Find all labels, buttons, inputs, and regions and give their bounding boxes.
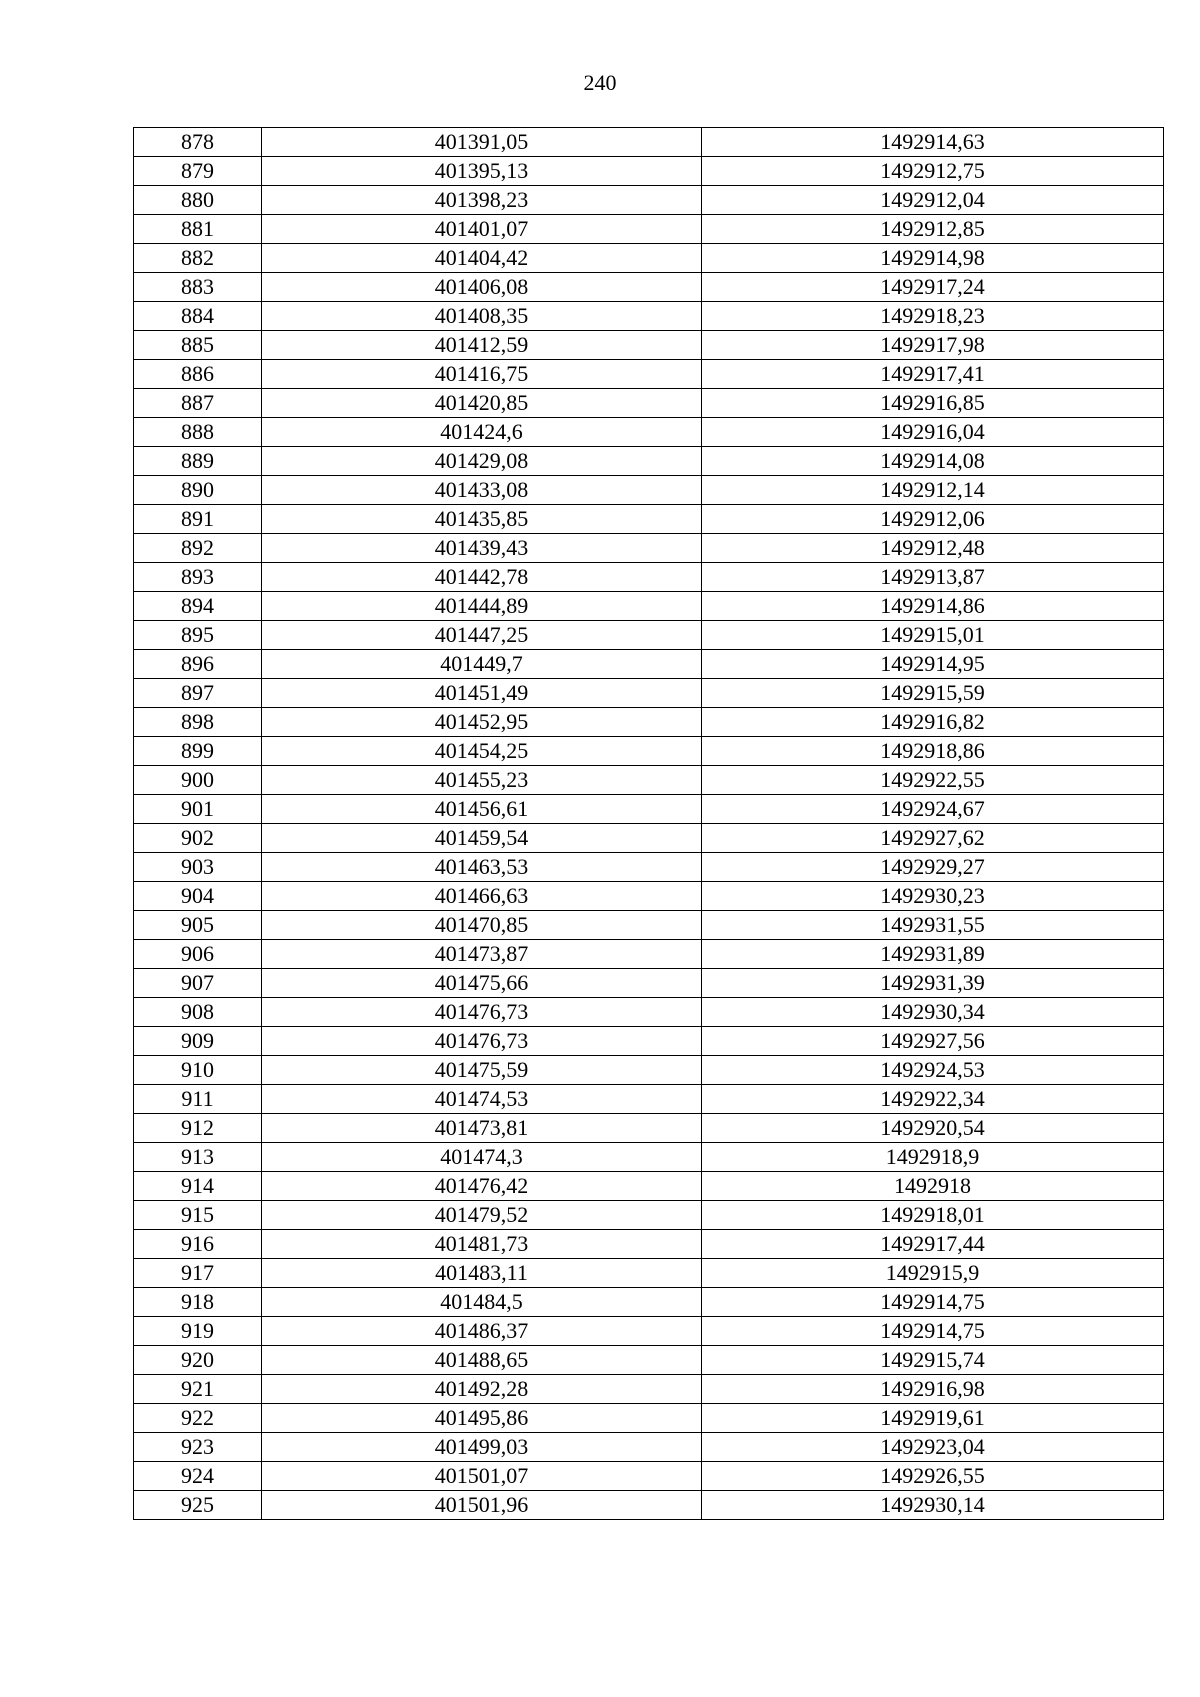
table-row <box>134 1462 1164 1491</box>
point-number-cell: 890 <box>134 476 262 505</box>
table-row <box>134 969 1164 998</box>
point-number-cell: 916 <box>134 1230 262 1259</box>
x-coordinate-cell: 401501,07 <box>262 1462 702 1491</box>
point-number-cell: 882 <box>134 244 262 273</box>
x-coordinate-cell: 401456,61 <box>262 795 702 824</box>
y-coordinate-cell: 1492914,08 <box>702 447 1164 476</box>
table-row <box>134 1433 1164 1462</box>
point-number-cell: 913 <box>134 1143 262 1172</box>
table-row <box>134 708 1164 737</box>
table-row <box>134 505 1164 534</box>
y-coordinate-cell: 1492922,34 <box>702 1085 1164 1114</box>
coordinates-table <box>133 127 1164 1520</box>
table-row <box>134 331 1164 360</box>
point-number-cell: 891 <box>134 505 262 534</box>
y-coordinate-cell: 1492918,23 <box>702 302 1164 331</box>
point-number-cell: 906 <box>134 940 262 969</box>
x-coordinate-cell: 401481,73 <box>262 1230 702 1259</box>
y-coordinate-cell: 1492916,98 <box>702 1375 1164 1404</box>
point-number-cell: 925 <box>134 1491 262 1520</box>
table-row <box>134 302 1164 331</box>
y-coordinate-cell: 1492912,48 <box>702 534 1164 563</box>
point-number-cell: 889 <box>134 447 262 476</box>
table-row <box>134 737 1164 766</box>
point-number-cell: 907 <box>134 969 262 998</box>
table-row <box>134 650 1164 679</box>
y-coordinate-cell: 1492918,86 <box>702 737 1164 766</box>
point-number-cell: 892 <box>134 534 262 563</box>
point-number-cell: 909 <box>134 1027 262 1056</box>
y-coordinate-cell: 1492915,9 <box>702 1259 1164 1288</box>
table-row <box>134 447 1164 476</box>
point-number-cell: 923 <box>134 1433 262 1462</box>
y-coordinate-cell: 1492931,39 <box>702 969 1164 998</box>
x-coordinate-cell: 401476,42 <box>262 1172 702 1201</box>
x-coordinate-cell: 401429,08 <box>262 447 702 476</box>
point-number-cell: 881 <box>134 215 262 244</box>
point-number-cell: 903 <box>134 853 262 882</box>
table-row <box>134 186 1164 215</box>
y-coordinate-cell: 1492914,63 <box>702 128 1164 157</box>
table-row <box>134 563 1164 592</box>
point-number-cell: 911 <box>134 1085 262 1114</box>
y-coordinate-cell: 1492912,06 <box>702 505 1164 534</box>
point-number-cell: 905 <box>134 911 262 940</box>
x-coordinate-cell: 401459,54 <box>262 824 702 853</box>
point-number-cell: 919 <box>134 1317 262 1346</box>
point-number-cell: 924 <box>134 1462 262 1491</box>
y-coordinate-cell: 1492924,53 <box>702 1056 1164 1085</box>
x-coordinate-cell: 401455,23 <box>262 766 702 795</box>
y-coordinate-cell: 1492920,54 <box>702 1114 1164 1143</box>
x-coordinate-cell: 401395,13 <box>262 157 702 186</box>
y-coordinate-cell: 1492912,75 <box>702 157 1164 186</box>
point-number-cell: 920 <box>134 1346 262 1375</box>
x-coordinate-cell: 401451,49 <box>262 679 702 708</box>
y-coordinate-cell: 1492914,86 <box>702 592 1164 621</box>
point-number-cell: 885 <box>134 331 262 360</box>
table-row <box>134 998 1164 1027</box>
table-row <box>134 592 1164 621</box>
table-row <box>134 1027 1164 1056</box>
y-coordinate-cell: 1492931,55 <box>702 911 1164 940</box>
table-row <box>134 1491 1164 1520</box>
table-row <box>134 1230 1164 1259</box>
table-row <box>134 1201 1164 1230</box>
x-coordinate-cell: 401447,25 <box>262 621 702 650</box>
x-coordinate-cell: 401442,78 <box>262 563 702 592</box>
table-row <box>134 244 1164 273</box>
x-coordinate-cell: 401420,85 <box>262 389 702 418</box>
y-coordinate-cell: 1492914,75 <box>702 1288 1164 1317</box>
table-row <box>134 1317 1164 1346</box>
x-coordinate-cell: 401470,85 <box>262 911 702 940</box>
table-row <box>134 389 1164 418</box>
table-row <box>134 1114 1164 1143</box>
y-coordinate-cell: 1492917,24 <box>702 273 1164 302</box>
y-coordinate-cell: 1492915,01 <box>702 621 1164 650</box>
point-number-cell: 898 <box>134 708 262 737</box>
point-number-cell: 888 <box>134 418 262 447</box>
point-number-cell: 897 <box>134 679 262 708</box>
x-coordinate-cell: 401488,65 <box>262 1346 702 1375</box>
x-coordinate-cell: 401476,73 <box>262 998 702 1027</box>
y-coordinate-cell: 1492926,55 <box>702 1462 1164 1491</box>
point-number-cell: 918 <box>134 1288 262 1317</box>
y-coordinate-cell: 1492918 <box>702 1172 1164 1201</box>
coordinates-table-body <box>134 128 1164 1520</box>
table-row <box>134 215 1164 244</box>
y-coordinate-cell: 1492917,41 <box>702 360 1164 389</box>
x-coordinate-cell: 401424,6 <box>262 418 702 447</box>
x-coordinate-cell: 401391,05 <box>262 128 702 157</box>
x-coordinate-cell: 401454,25 <box>262 737 702 766</box>
x-coordinate-cell: 401473,81 <box>262 1114 702 1143</box>
y-coordinate-cell: 1492915,59 <box>702 679 1164 708</box>
point-number-cell: 904 <box>134 882 262 911</box>
y-coordinate-cell: 1492927,56 <box>702 1027 1164 1056</box>
table-row <box>134 911 1164 940</box>
x-coordinate-cell: 401433,08 <box>262 476 702 505</box>
point-number-cell: 915 <box>134 1201 262 1230</box>
y-coordinate-cell: 1492918,01 <box>702 1201 1164 1230</box>
x-coordinate-cell: 401486,37 <box>262 1317 702 1346</box>
y-coordinate-cell: 1492912,14 <box>702 476 1164 505</box>
y-coordinate-cell: 1492917,44 <box>702 1230 1164 1259</box>
y-coordinate-cell: 1492912,04 <box>702 186 1164 215</box>
point-number-cell: 878 <box>134 128 262 157</box>
table-row <box>134 476 1164 505</box>
table-row <box>134 1143 1164 1172</box>
point-number-cell: 883 <box>134 273 262 302</box>
point-number-cell: 908 <box>134 998 262 1027</box>
x-coordinate-cell: 401398,23 <box>262 186 702 215</box>
point-number-cell: 922 <box>134 1404 262 1433</box>
x-coordinate-cell: 401416,75 <box>262 360 702 389</box>
y-coordinate-cell: 1492916,04 <box>702 418 1164 447</box>
point-number-cell: 880 <box>134 186 262 215</box>
x-coordinate-cell: 401435,85 <box>262 505 702 534</box>
y-coordinate-cell: 1492927,62 <box>702 824 1164 853</box>
x-coordinate-cell: 401444,89 <box>262 592 702 621</box>
table-row <box>134 128 1164 157</box>
y-coordinate-cell: 1492930,14 <box>702 1491 1164 1520</box>
x-coordinate-cell: 401466,63 <box>262 882 702 911</box>
y-coordinate-cell: 1492922,55 <box>702 766 1164 795</box>
x-coordinate-cell: 401475,59 <box>262 1056 702 1085</box>
table-row <box>134 273 1164 302</box>
x-coordinate-cell: 401404,42 <box>262 244 702 273</box>
page-number: 240 <box>583 70 617 95</box>
y-coordinate-cell: 1492929,27 <box>702 853 1164 882</box>
y-coordinate-cell: 1492923,04 <box>702 1433 1164 1462</box>
x-coordinate-cell: 401408,35 <box>262 302 702 331</box>
y-coordinate-cell: 1492931,89 <box>702 940 1164 969</box>
x-coordinate-cell: 401475,66 <box>262 969 702 998</box>
x-coordinate-cell: 401495,86 <box>262 1404 702 1433</box>
table-row <box>134 418 1164 447</box>
x-coordinate-cell: 401463,53 <box>262 853 702 882</box>
y-coordinate-cell: 1492912,85 <box>702 215 1164 244</box>
table-row <box>134 1085 1164 1114</box>
x-coordinate-cell: 401473,87 <box>262 940 702 969</box>
x-coordinate-cell: 401479,52 <box>262 1201 702 1230</box>
y-coordinate-cell: 1492930,34 <box>702 998 1164 1027</box>
x-coordinate-cell: 401449,7 <box>262 650 702 679</box>
table-row <box>134 1375 1164 1404</box>
y-coordinate-cell: 1492914,95 <box>702 650 1164 679</box>
table-row <box>134 1346 1164 1375</box>
point-number-cell: 902 <box>134 824 262 853</box>
table-row <box>134 1404 1164 1433</box>
x-coordinate-cell: 401499,03 <box>262 1433 702 1462</box>
x-coordinate-cell: 401484,5 <box>262 1288 702 1317</box>
point-number-cell: 895 <box>134 621 262 650</box>
table-row <box>134 882 1164 911</box>
y-coordinate-cell: 1492916,82 <box>702 708 1164 737</box>
y-coordinate-cell: 1492918,9 <box>702 1143 1164 1172</box>
y-coordinate-cell: 1492914,75 <box>702 1317 1164 1346</box>
y-coordinate-cell: 1492930,23 <box>702 882 1164 911</box>
point-number-cell: 884 <box>134 302 262 331</box>
x-coordinate-cell: 401401,07 <box>262 215 702 244</box>
y-coordinate-cell: 1492913,87 <box>702 563 1164 592</box>
table-row <box>134 1172 1164 1201</box>
y-coordinate-cell: 1492916,85 <box>702 389 1164 418</box>
x-coordinate-cell: 401476,73 <box>262 1027 702 1056</box>
point-number-cell: 893 <box>134 563 262 592</box>
point-number-cell: 910 <box>134 1056 262 1085</box>
table-row <box>134 679 1164 708</box>
y-coordinate-cell: 1492917,98 <box>702 331 1164 360</box>
table-row <box>134 940 1164 969</box>
point-number-cell: 886 <box>134 360 262 389</box>
y-coordinate-cell: 1492914,98 <box>702 244 1164 273</box>
point-number-cell: 912 <box>134 1114 262 1143</box>
y-coordinate-cell: 1492915,74 <box>702 1346 1164 1375</box>
table-row <box>134 360 1164 389</box>
table-row <box>134 1056 1164 1085</box>
table-row <box>134 1259 1164 1288</box>
x-coordinate-cell: 401501,96 <box>262 1491 702 1520</box>
y-coordinate-cell: 1492919,61 <box>702 1404 1164 1433</box>
x-coordinate-cell: 401412,59 <box>262 331 702 360</box>
x-coordinate-cell: 401483,11 <box>262 1259 702 1288</box>
point-number-cell: 899 <box>134 737 262 766</box>
x-coordinate-cell: 401406,08 <box>262 273 702 302</box>
table-row <box>134 1288 1164 1317</box>
point-number-cell: 914 <box>134 1172 262 1201</box>
x-coordinate-cell: 401474,53 <box>262 1085 702 1114</box>
point-number-cell: 879 <box>134 157 262 186</box>
table-row <box>134 766 1164 795</box>
point-number-cell: 894 <box>134 592 262 621</box>
table-row <box>134 795 1164 824</box>
x-coordinate-cell: 401492,28 <box>262 1375 702 1404</box>
point-number-cell: 917 <box>134 1259 262 1288</box>
point-number-cell: 900 <box>134 766 262 795</box>
table-row <box>134 621 1164 650</box>
point-number-cell: 921 <box>134 1375 262 1404</box>
x-coordinate-cell: 401474,3 <box>262 1143 702 1172</box>
table-row <box>134 824 1164 853</box>
x-coordinate-cell: 401439,43 <box>262 534 702 563</box>
table-row <box>134 534 1164 563</box>
table-row <box>134 853 1164 882</box>
y-coordinate-cell: 1492924,67 <box>702 795 1164 824</box>
point-number-cell: 896 <box>134 650 262 679</box>
point-number-cell: 901 <box>134 795 262 824</box>
point-number-cell: 887 <box>134 389 262 418</box>
x-coordinate-cell: 401452,95 <box>262 708 702 737</box>
table-row <box>134 157 1164 186</box>
